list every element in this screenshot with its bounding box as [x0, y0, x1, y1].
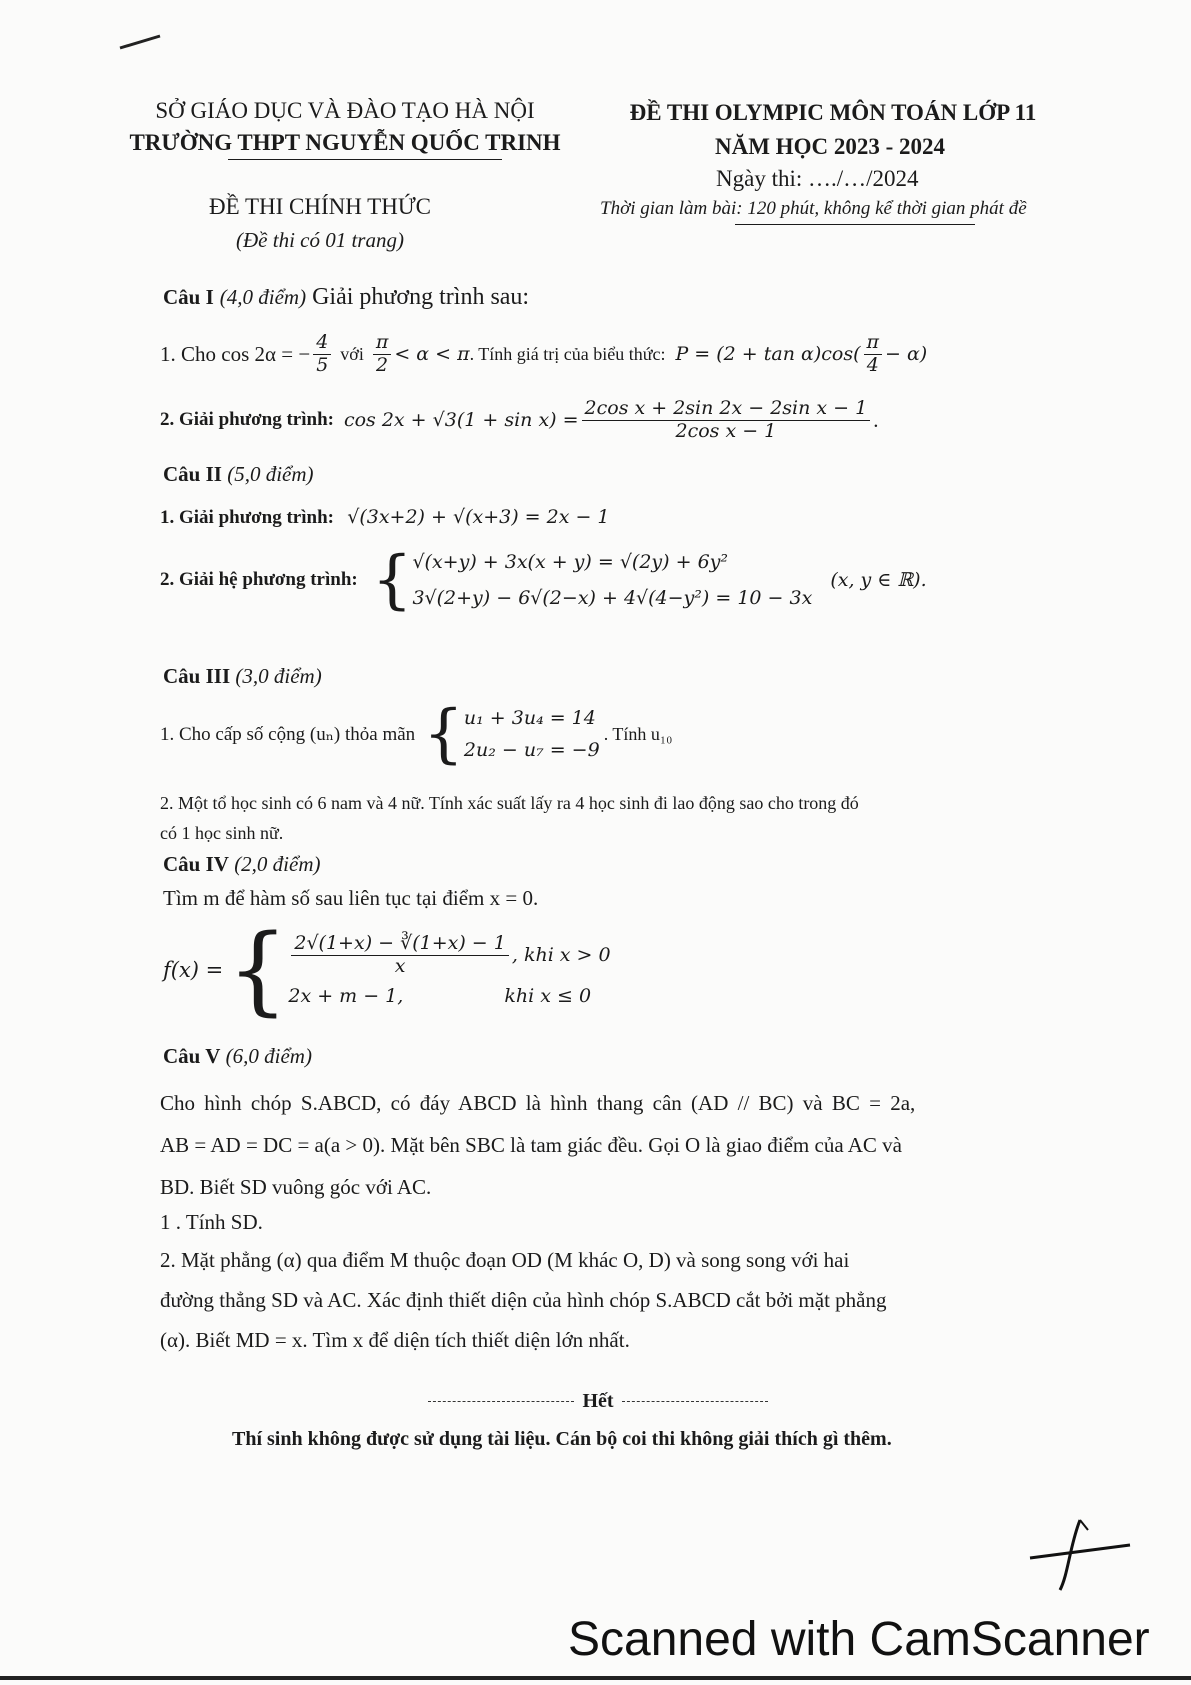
q5-line3: BD. Biết SD vuông góc với AC.	[160, 1175, 432, 1199]
q3p2-line1: 2. Một tổ học sinh có 6 nam và 4 nữ. Tính xác suất lấy ra 4 học sinh đi lao động sao cho trong đó	[160, 793, 859, 813]
end-dash-left	[428, 1401, 574, 1402]
question-3-points: (3,0 điểm)	[235, 664, 322, 688]
q1p2-fraction	[582, 398, 871, 443]
q5-part2-line2: đường thẳng SD và AC. Xác định thiết diện của hình chóp S.ABCD cắt bởi mặt phẳng	[160, 1288, 887, 1312]
q5-part2-line3: (α). Biết MD = x. Tìm x để diện tích thiết diện lớn nhất.	[160, 1328, 630, 1352]
question-1-points: (4,0 điểm)	[219, 285, 307, 309]
question-1-intro: Giải phương trình sau:	[312, 284, 530, 310]
q1p1-range: < α < π	[394, 343, 470, 366]
school-name	[110, 130, 580, 156]
q2p2-label: 2. Giải hệ phương trình:	[160, 569, 358, 590]
q1p1-pi-quarter	[864, 332, 883, 377]
q1p1-pi-half	[373, 332, 392, 377]
page-count-note: (Đề thi có 01 trang)	[236, 228, 404, 252]
question-5-title: Câu V	[163, 1044, 221, 1068]
question-4-points: (2,0 điểm)	[234, 852, 321, 876]
q1p2-lhs: cos 2x + √3(1 + sin x) =	[343, 409, 579, 432]
q1p2-end: .	[873, 407, 879, 432]
time-underline	[735, 224, 975, 225]
question-5-body	[160, 1082, 915, 1208]
q3p1-brace: {	[423, 697, 464, 771]
q2p1-label: 1. Giải phương trình:	[160, 507, 334, 528]
q1p1-four: 4	[866, 353, 879, 376]
q5-part2-line1: 2. Mặt phẳng (α) qua điểm M thuộc đoạn OD (M khác O, D) và song song với hai	[160, 1248, 850, 1272]
q4-f-label: f(x) =	[163, 958, 224, 982]
q2p2-eq2: 3√(2+y) − 6√(2−x) + 4√(4−y²) = 10 − 3x	[412, 587, 813, 609]
school-name-text: TRƯỜNG THPT NGUYỄN QUỐC TRINH	[129, 130, 561, 155]
q1p1-expression: P = (2 + tan α)cos(	[675, 343, 861, 366]
end-note: Thí sinh không được sử dụng tài liệu. Cán bộ coi thi không giải thích gì thêm.	[232, 1428, 892, 1450]
q4-case1-cond: , khi x > 0	[511, 944, 611, 966]
question-2-heading	[163, 462, 314, 487]
question-3-part-1	[160, 697, 673, 771]
q5-part-2	[160, 1240, 887, 1360]
q3p1-label: 1. Cho cấp số cộng (uₙ) thỏa mãn	[160, 723, 416, 745]
q1p1-two: 2	[376, 353, 389, 376]
time-allowed: Thời gian làm bài: 120 phút, không kể thời gian phát đề	[600, 198, 1027, 219]
question-1-title: Câu I	[163, 285, 214, 309]
q2p1-equation: √(3x+2) + √(x+3) = 2x − 1	[347, 506, 610, 528]
end-marker	[428, 1390, 768, 1413]
q2p2-eq1: √(x+y) + 3x(x + y) = √(2y) + 6y²	[412, 551, 729, 573]
q4-case1-num: 2√(1+x) − ∛(1+x) − 1	[291, 933, 509, 956]
q1p1-frac-num: 4	[313, 332, 331, 355]
end-label: Hết	[582, 1390, 614, 1412]
question-5-points: (6,0 điểm)	[225, 1044, 312, 1068]
q4-case1-fraction	[291, 933, 509, 978]
question-1-heading	[163, 284, 529, 311]
question-2-part-2	[160, 543, 927, 617]
exam-title: ĐỀ THI OLYMPIC MÔN TOÁN LỚP 11	[629, 100, 1037, 125]
q3p2-line2: có 1 học sinh nữ.	[160, 823, 284, 843]
q4-case-2	[288, 985, 610, 1007]
question-2-points: (5,0 điểm)	[227, 462, 314, 486]
q1p1-with: với	[340, 343, 364, 364]
school-year: NĂM HỌC 2023 - 2024	[715, 134, 945, 159]
question-1-part-1	[160, 332, 927, 377]
q5-line2: AB = AD = DC = a(a > 0). Mặt bên SBC là tam giác đều. Gọi O là giao điểm của AC và	[160, 1133, 902, 1157]
question-3-heading	[163, 664, 322, 689]
question-4-heading	[163, 852, 321, 877]
official-label: ĐỀ THI CHÍNH THỨC	[208, 194, 432, 219]
q4-case2-cond: khi x ≤ 0	[504, 985, 592, 1008]
question-4-title: Câu IV	[163, 852, 229, 876]
dept-name: SỞ GIÁO DỤC VÀ ĐÀO TẠO HÀ NỘI	[155, 98, 535, 123]
q5-line1: Cho hình chóp S.ABCD, có đáy ABCD là hình thang cân (AD // BC) và BC = 2a,	[160, 1091, 916, 1115]
q1p1-fraction	[313, 332, 331, 377]
question-3-part-2	[160, 788, 859, 848]
question-5-heading	[163, 1044, 312, 1069]
q1p2-num: 2cos x + 2sin 2x − 2sin x − 1	[582, 398, 871, 421]
q1p1-pi-2: π	[864, 332, 883, 355]
q1p1-compute: . Tính giá trị của biểu thức:	[469, 343, 666, 364]
q1p1-given: 1. Cho cos 2α = −	[160, 341, 311, 366]
q3p1-eq1: u₁ + 3u₄ = 14	[463, 707, 596, 729]
question-3-title: Câu III	[163, 664, 231, 688]
q2p2-brace: {	[371, 543, 413, 617]
exam-date: Ngày thi: …./…/2024	[716, 166, 919, 191]
q4-case2-expr: 2x + m − 1,	[288, 985, 404, 1008]
q4-cases	[288, 933, 610, 1008]
question-4-function	[163, 914, 611, 1026]
question-1-part-2	[160, 398, 878, 443]
question-2-part-1	[160, 504, 610, 529]
q1p1-pi: π	[373, 332, 392, 355]
q1p2-den: 2cos x − 1	[675, 419, 777, 442]
q3p1-system	[464, 707, 600, 761]
q1p2-label: 2. Giải phương trình:	[160, 409, 334, 431]
question-2-title: Câu II	[163, 462, 222, 486]
end-dash-right	[622, 1401, 768, 1402]
q4-case-1	[288, 933, 610, 978]
q3p1-find: . Tính u₁₀	[603, 723, 673, 744]
question-4-intro: Tìm m để hàm số sau liên tục tại điểm x = 0.	[163, 886, 539, 910]
q2p2-condition: (x, y ∈ ℝ).	[830, 569, 927, 591]
q3p1-eq2: 2u₂ − u₇ = −9	[463, 739, 600, 761]
q4-brace: {	[227, 914, 289, 1026]
q5-part-1: 1 . Tính SD.	[160, 1210, 263, 1234]
camscanner-watermark: Scanned with CamScanner	[568, 1613, 1150, 1666]
q1p1-expression-end: − α)	[885, 343, 928, 366]
q4-case1-den: x	[394, 954, 406, 977]
q2p2-system	[412, 551, 812, 609]
q1p1-frac-den: 5	[316, 353, 329, 376]
school-underline	[228, 159, 502, 160]
